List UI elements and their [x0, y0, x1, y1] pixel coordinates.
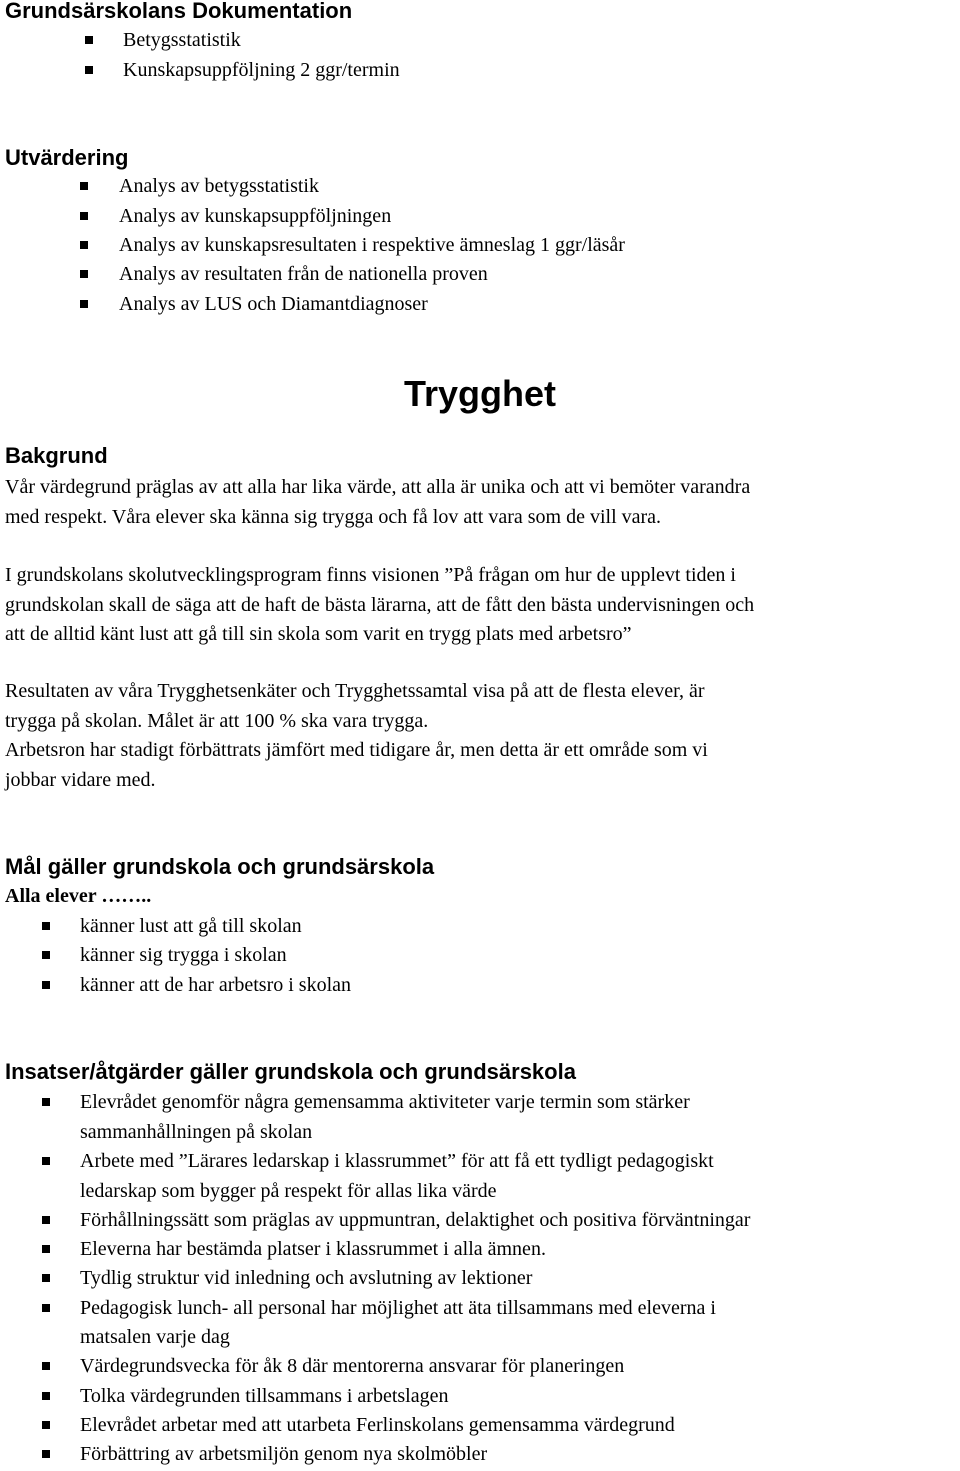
- list-item: Analys av resultaten från de nationella proven: [119, 263, 488, 285]
- list-item-continuation: ledarskap som bygger på respekt för allas lika värde: [80, 1180, 497, 1202]
- text-line: trygga på skolan. Målet är att 100 % ska vara trygga.: [5, 709, 429, 732]
- list-item-continuation: sammanhållningen på skolan: [80, 1121, 313, 1143]
- text-line: att de alltid känt lust att gå till sin skola som varit en trygg plats med arbetsro”: [5, 623, 632, 645]
- section-heading-mal: Mål gäller grundskola och grundsärskola: [5, 854, 435, 879]
- bullet-icon: [42, 1392, 50, 1400]
- text-line: grundskolan skall de säga att de haft de bästa lärarna, att de fått den bästa undervisningen och: [5, 593, 755, 616]
- bullet-icon: [42, 1304, 50, 1312]
- list-item: Analys av betygsstatistik: [119, 175, 319, 197]
- bullet-icon: [42, 951, 50, 959]
- bullet-icon: [42, 922, 50, 930]
- list-item: Eleverna har bestämda platser i klassrummet i alla ämnen.: [80, 1238, 546, 1260]
- bullet-icon: [42, 981, 50, 989]
- list-item: Värdegrundsvecka för åk 8 där mentorerna ansvarar för planeringen: [80, 1355, 625, 1377]
- list-item: Pedagogisk lunch- all personal har möjlighet att äta tillsammans med eleverna i: [80, 1297, 716, 1319]
- section-heading-bakgrund: Bakgrund: [5, 443, 108, 468]
- list-item: känner sig trygga i skolan: [80, 944, 287, 966]
- paragraph-vardegrund: [5, 473, 960, 532]
- page-title-trygghet: Trygghet: [404, 373, 557, 414]
- bullet-icon: [42, 1362, 50, 1370]
- paragraph-vision: [5, 561, 960, 650]
- text-line: Vår värdegrund präglas av att alla har lika värde, att alla är unika och att vi bemöter varandra: [5, 476, 751, 498]
- section-heading-insatser: Insatser/åtgärder gäller grundskola och grundsärskola: [5, 1059, 576, 1084]
- text-line: Resultaten av våra Trygghetsenkäter och Trygghetssamtal visa på att de flesta elever, är: [5, 680, 705, 702]
- bullet-icon: [42, 1450, 50, 1458]
- list-item: Kunskapsuppföljning 2 ggr/termin: [123, 59, 400, 81]
- bullet-icon: [80, 300, 88, 308]
- text-line: med respekt. Våra elever ska känna sig trygga och få lov att vara som de vill vara.: [5, 505, 662, 528]
- list-item: Analys av kunskapsresultaten i respektive ämneslag 1 ggr/läsår: [119, 234, 625, 256]
- paragraph-resultat: [5, 677, 960, 795]
- list-item: Förbättring av arbetsmiljön genom nya skolmöbler: [80, 1443, 488, 1465]
- list-item-continuation: matsalen varje dag: [80, 1326, 230, 1348]
- bullet-icon: [80, 182, 88, 190]
- subheading-alla-elever: Alla elever ……..: [5, 885, 152, 907]
- list-item: Elevrådet arbetar med att utarbeta Ferlinskolans gemensamma värdegrund: [80, 1414, 675, 1436]
- section-heading-dokumentation: Grundsärskolans Dokumentation: [5, 0, 353, 23]
- list-item: känner att de har arbetsro i skolan: [80, 974, 352, 996]
- list-item: Arbete med ”Lärares ledarskap i klassrummet” för att få ett tydligt pedagogiskt: [80, 1150, 714, 1172]
- list-item: Förhållningssätt som präglas av uppmuntran, delaktighet och positiva förväntningar: [80, 1209, 751, 1231]
- bullet-icon: [85, 36, 93, 44]
- bullet-icon: [42, 1274, 50, 1282]
- list-item: Analys av LUS och Diamantdiagnoser: [119, 293, 428, 315]
- bullet-icon: [42, 1098, 50, 1106]
- section-heading-utvardering: Utvärdering: [5, 145, 129, 170]
- bullet-icon: [42, 1216, 50, 1224]
- list-item: Tolka värdegrunden tillsammans i arbetslagen: [80, 1385, 449, 1407]
- bullet-icon: [80, 212, 88, 220]
- text-line: I grundskolans skolutvecklingsprogram finns visionen ”På frågan om hur de upplevt tiden i: [5, 564, 736, 586]
- text-line: jobbar vidare med.: [5, 768, 156, 791]
- list-item: Analys av kunskapsuppföljningen: [119, 205, 392, 227]
- bullet-icon: [42, 1421, 50, 1429]
- list-item: Betygsstatistik: [123, 29, 241, 51]
- bullet-icon: [80, 241, 88, 249]
- bullet-icon: [85, 66, 93, 74]
- list-item: Elevrådet genomför några gemensamma aktiviteter varje termin som stärker: [80, 1091, 690, 1113]
- list-item: känner lust att gå till skolan: [80, 915, 302, 937]
- bullet-icon: [80, 270, 88, 278]
- text-line: Arbetsron har stadigt förbättrats jämfört med tidigare år, men detta är ett område som vi: [5, 739, 708, 761]
- bullet-icon: [42, 1157, 50, 1165]
- bullet-icon: [42, 1245, 50, 1253]
- list-item: Tydlig struktur vid inledning och avslutning av lektioner: [80, 1267, 533, 1289]
